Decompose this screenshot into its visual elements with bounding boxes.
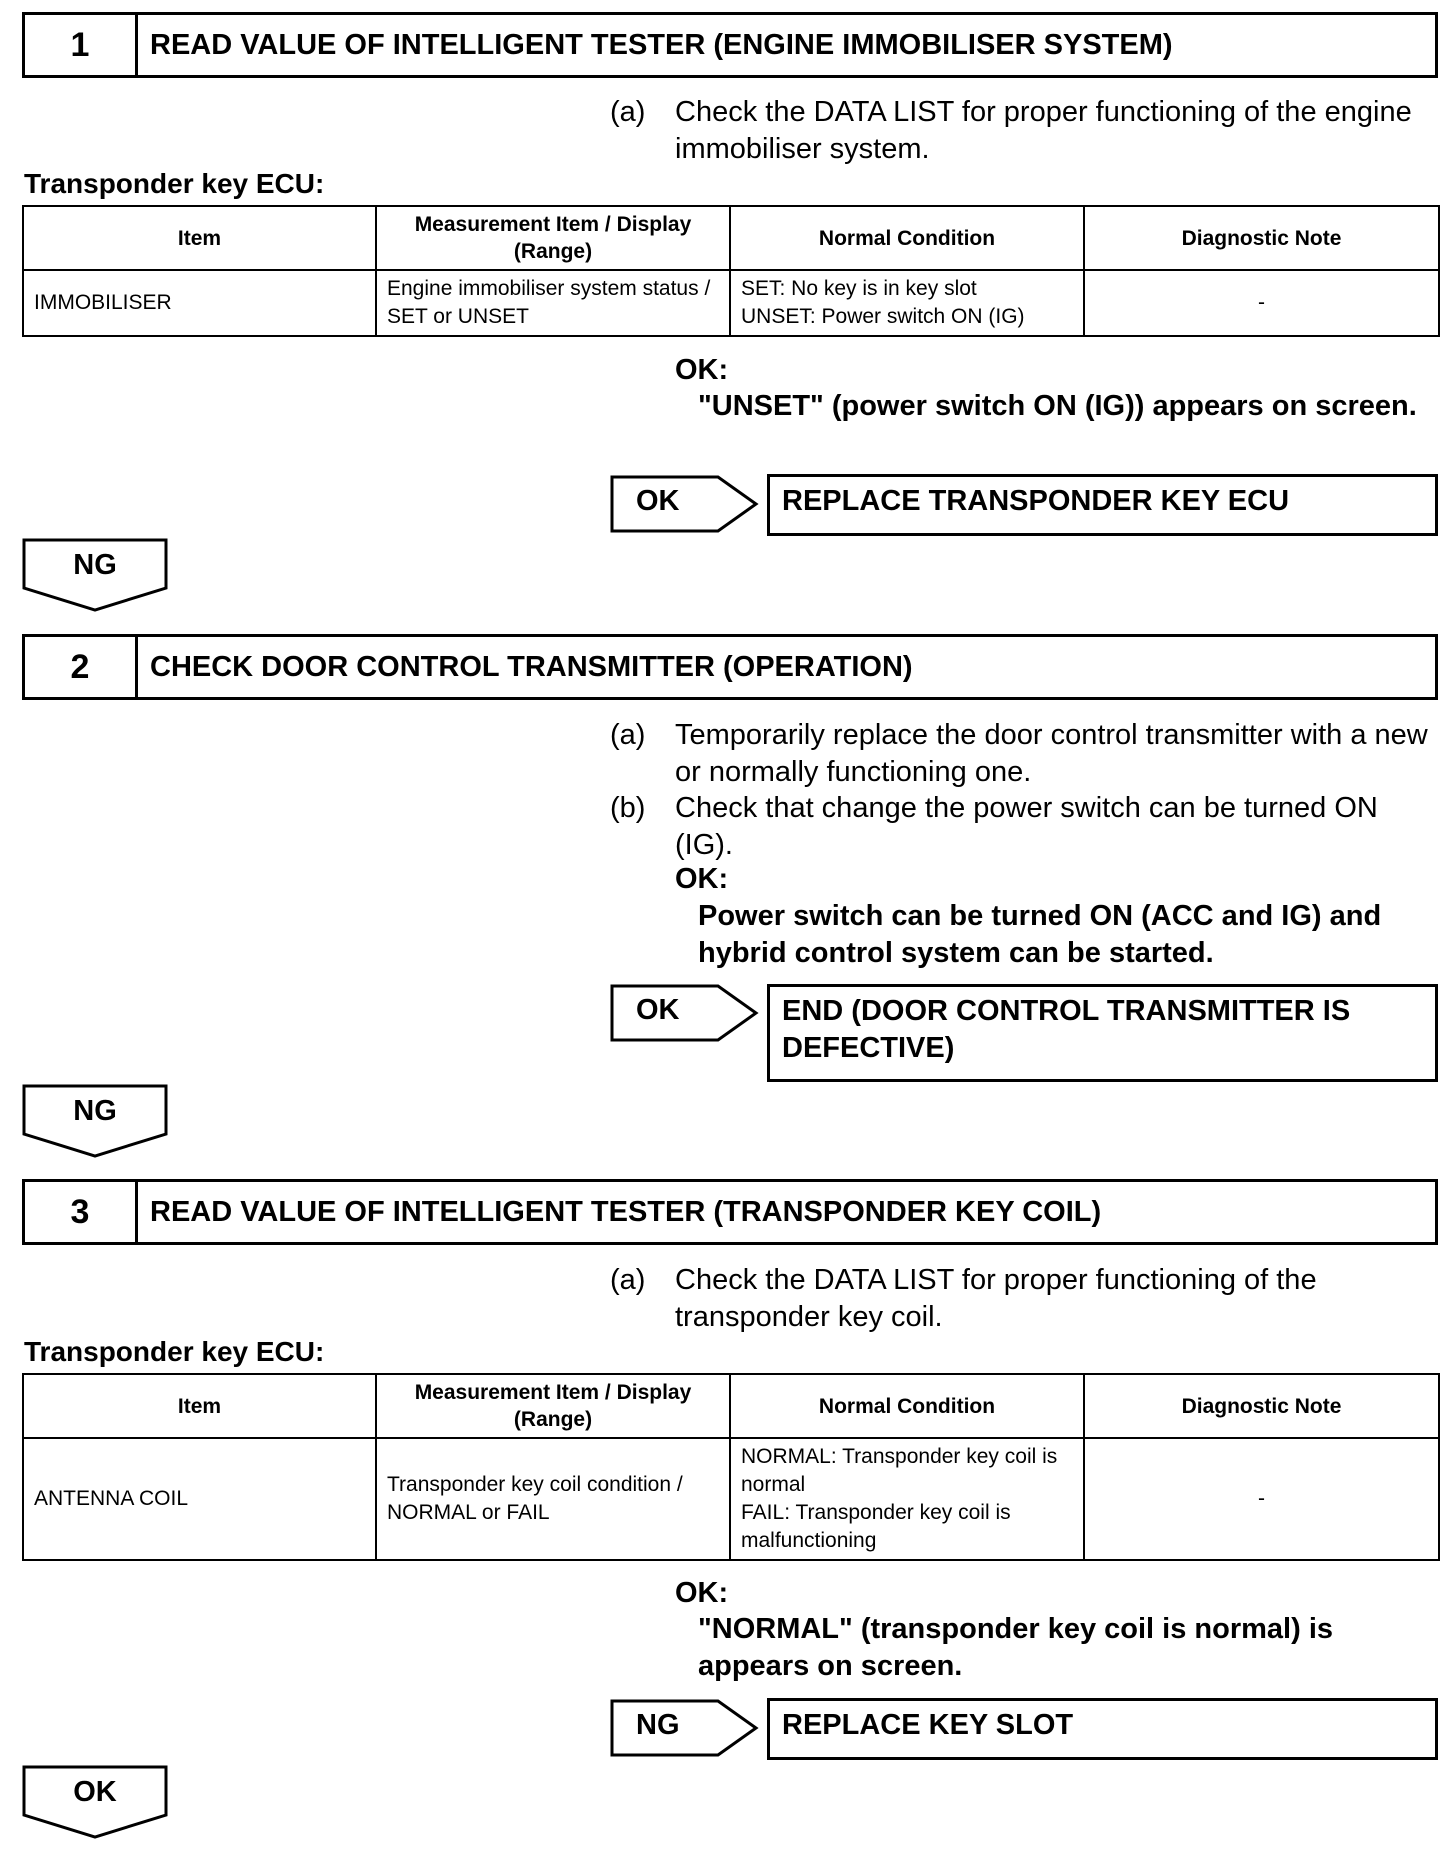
data-list-table	[22, 1373, 1440, 1561]
ok-criteria-label: OK:	[675, 1577, 729, 1609]
continue-label: NG	[73, 1095, 117, 1127]
instruction-label: (a)	[610, 1264, 646, 1296]
step-number: 1	[25, 15, 138, 75]
ng-branch-arrow	[610, 1699, 760, 1757]
branch-label: OK	[636, 994, 680, 1026]
data-list-table	[22, 205, 1440, 337]
ok-criteria-text: Power switch can be turned ON (ACC and IG) and hybrid control system can be started.	[698, 900, 1382, 969]
header-normal-condition: Normal Condition	[730, 1374, 1084, 1438]
step-1-header	[22, 12, 1438, 78]
ok-criteria-label: OK:	[675, 863, 729, 895]
instruction-label: (b)	[610, 792, 646, 824]
cell-measurement: Engine immobiliser system status / SET or UNSET	[376, 270, 730, 336]
ok-criteria-text: "UNSET" (power switch ON (IG)) appears on screen.	[698, 390, 1417, 422]
branch-label: NG	[636, 1709, 680, 1741]
table-header-row	[23, 1374, 1439, 1438]
table-row	[23, 270, 1439, 336]
table-title: Transponder key ECU:	[24, 168, 325, 199]
header-normal-condition: Normal Condition	[730, 206, 1084, 270]
cell-normal-condition: SET: No key is in key slot UNSET: Power switch ON (IG)	[730, 270, 1084, 336]
right-arrow-icon	[610, 984, 760, 1042]
ok-criteria-label: OK:	[675, 354, 729, 386]
ok-branch-arrow	[610, 475, 760, 533]
table-title: Transponder key ECU:	[24, 1336, 325, 1367]
step-number: 3	[25, 1182, 138, 1242]
cell-diagnostic-note: -	[1084, 270, 1439, 336]
result-box: REPLACE KEY SLOT	[767, 1698, 1438, 1760]
result-box: END (DOOR CONTROL TRANSMITTER IS DEFECTIVE)	[767, 984, 1438, 1082]
cell-item: IMMOBILISER	[23, 270, 376, 336]
step-number: 2	[25, 637, 138, 697]
cell-item: ANTENNA COIL	[23, 1438, 376, 1560]
step-2-header	[22, 634, 1438, 700]
instruction-text: Check the DATA LIST for proper functioning of the transponder key coil.	[675, 1264, 1317, 1333]
header-measurement: Measurement Item / Display (Range)	[376, 206, 730, 270]
right-arrow-icon	[610, 475, 760, 533]
step-title: CHECK DOOR CONTROL TRANSMITTER (OPERATION)	[150, 650, 913, 683]
header-item: Item	[23, 206, 376, 270]
cell-diagnostic-note: -	[1084, 1438, 1439, 1560]
header-diagnostic-note: Diagnostic Note	[1084, 1374, 1439, 1438]
step-title: READ VALUE OF INTELLIGENT TESTER (ENGINE IMMOBILISER SYSTEM)	[150, 28, 1173, 61]
instruction-text: Check the DATA LIST for proper functioning of the engine immobiliser system.	[675, 96, 1412, 165]
step-title: READ VALUE OF INTELLIGENT TESTER (TRANSPONDER KEY COIL)	[150, 1195, 1102, 1228]
step-3-header	[22, 1179, 1438, 1245]
cell-measurement: Transponder key coil condition / NORMAL or FAIL	[376, 1438, 730, 1560]
instruction-text: Temporarily replace the door control transmitter with a new or normally functioning one.	[675, 719, 1428, 788]
branch-label: OK	[636, 485, 680, 517]
ng-continue-arrow	[22, 1084, 168, 1158]
instruction-label: (a)	[610, 719, 646, 751]
instruction-text: Check that change the power switch can be turned ON (IG).	[675, 792, 1378, 861]
header-diagnostic-note: Diagnostic Note	[1084, 206, 1439, 270]
right-arrow-icon	[610, 1699, 760, 1757]
ok-continue-arrow	[22, 1765, 168, 1839]
ng-continue-arrow	[22, 538, 168, 612]
continue-label: NG	[73, 549, 117, 581]
header-item: Item	[23, 1374, 376, 1438]
ok-criteria-text: "NORMAL" (transponder key coil is normal) is appears on screen.	[698, 1613, 1333, 1682]
header-measurement: Measurement Item / Display (Range)	[376, 1374, 730, 1438]
table-header-row	[23, 206, 1439, 270]
ok-branch-arrow	[610, 984, 760, 1042]
cell-normal-condition: NORMAL: Transponder key coil is normal FAIL: Transponder key coil is malfunctioning	[730, 1438, 1084, 1560]
result-box: REPLACE TRANSPONDER KEY ECU	[767, 474, 1438, 536]
table-row	[23, 1438, 1439, 1560]
instruction-label: (a)	[610, 96, 646, 128]
continue-label: OK	[73, 1776, 117, 1808]
